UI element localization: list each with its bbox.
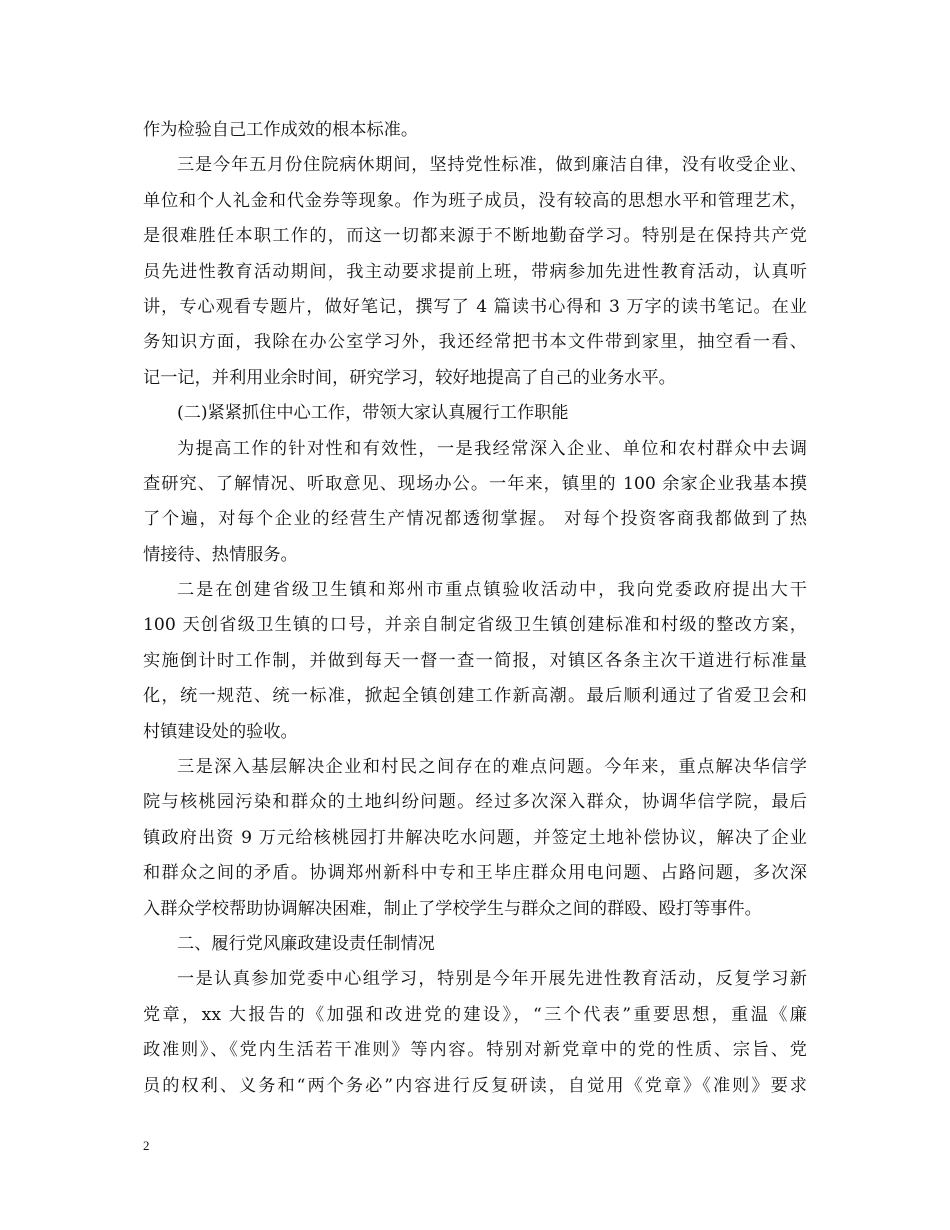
paragraph-first-line: 一是认真参加党委中心组学习，特别是今年开展先进性教育活动，反复学习新	[177, 969, 807, 990]
text-line: 化，统一规范、统一标准，掀起全镇创建工作新高潮。最后顺利通过了省爱卫会和	[143, 686, 807, 707]
paragraph-first-line: 三是今年五月份住院病休期间，坚持党性标准，做到廉洁自律，没有收受企业、	[177, 155, 807, 176]
text-line: 实施倒计时工作制，并做到每天一督一查一简报，对镇区各条主次干道进行标准量	[143, 650, 807, 671]
text-line: 100 天创省级卫生镇的口号，并亲自制定省级卫生镇创建标准和村级的整改方案，	[143, 615, 807, 636]
text-line: 作为检验自己工作成效的根本标准。	[143, 120, 419, 140]
page-number: 2	[143, 1138, 150, 1153]
text-line: 和群众之间的矛盾。协调郑州新科中专和王毕庄群众用电问题、占路问题，多次深	[143, 863, 807, 884]
paragraph-first-line: 为提高工作的针对性和有效性，一是我经常深入企业、单位和农村群众中去调	[177, 438, 807, 459]
text-line: 单位和个人礼金和代金券等现象。作为班子成员，没有较高的思想水平和管理艺术，	[143, 190, 807, 211]
section-heading: (二)紧紧抓住中心工作，带领大家认真履行工作职能	[177, 403, 569, 424]
text-line: 记一记，并利用业余时间，研究学习，较好地提高了自己的业务水平。	[143, 367, 676, 388]
text-line: 镇政府出资 9 万元给核桃园打井解决吃水问题，并签定土地补偿协议，解决了企业	[143, 827, 807, 848]
text-line: 政准则》、《党内生活若干准则》等内容。特别对新党章中的党的性质、宗旨、党	[143, 1040, 807, 1061]
text-line: 员的权利、义务和“两个务必”内容进行反复研读，自觉用《党章》《准则》要求	[143, 1075, 807, 1096]
paragraph-first-line: 三是深入基层解决企业和村民之间存在的难点问题。今年来，重点解决华信学	[177, 757, 807, 778]
text-line: 院与核桃园污染和群众的土地纠纷问题。经过多次深入群众，协调华信学院，最后	[143, 792, 807, 813]
body-text	[143, 113, 807, 1104]
section-heading: 二、履行党风廉政建设责任制情况	[177, 933, 435, 954]
text-line: 村镇建设处的验收。	[143, 721, 298, 742]
text-line: 讲，专心观看专题片，做好笔记，撰写了 4 篇读书心得和 3 万字的读书笔记。在业	[143, 296, 807, 317]
paragraph-first-line: 二是在创建省级卫生镇和郑州市重点镇验收活动中，我向党委政府提出大干	[177, 580, 807, 601]
text-line: 党章，xx 大报告的《加强和改进党的建设》，“三个代表”重要思想，重温《廉	[143, 1004, 807, 1025]
text-line: 是很难胜任本职工作的，而这一切都来源于不断地勤奋学习。特别是在保持共产党	[143, 226, 807, 247]
text-line: 务知识方面，我除在办公室学习外，我还经常把书本文件带到家里，抽空看一看、	[143, 332, 807, 353]
text-line: 员先进性教育活动期间，我主动要求提前上班，带病参加先进性教育活动，认真听	[143, 261, 807, 282]
text-line: 入群众学校帮助协调解决困难，制止了学校学生与群众之间的群殴、殴打等事件。	[143, 898, 762, 919]
text-line: 了个遍，对每个企业的经营生产情况都透彻掌握。 对每个投资客商我都做到了热	[143, 509, 807, 530]
text-line: 查研究、了解情况、听取意见、现场办公。一年来，镇里的 100 余家企业我基本摸	[143, 473, 807, 494]
text-line: 情接待、热情服务。	[143, 544, 298, 565]
